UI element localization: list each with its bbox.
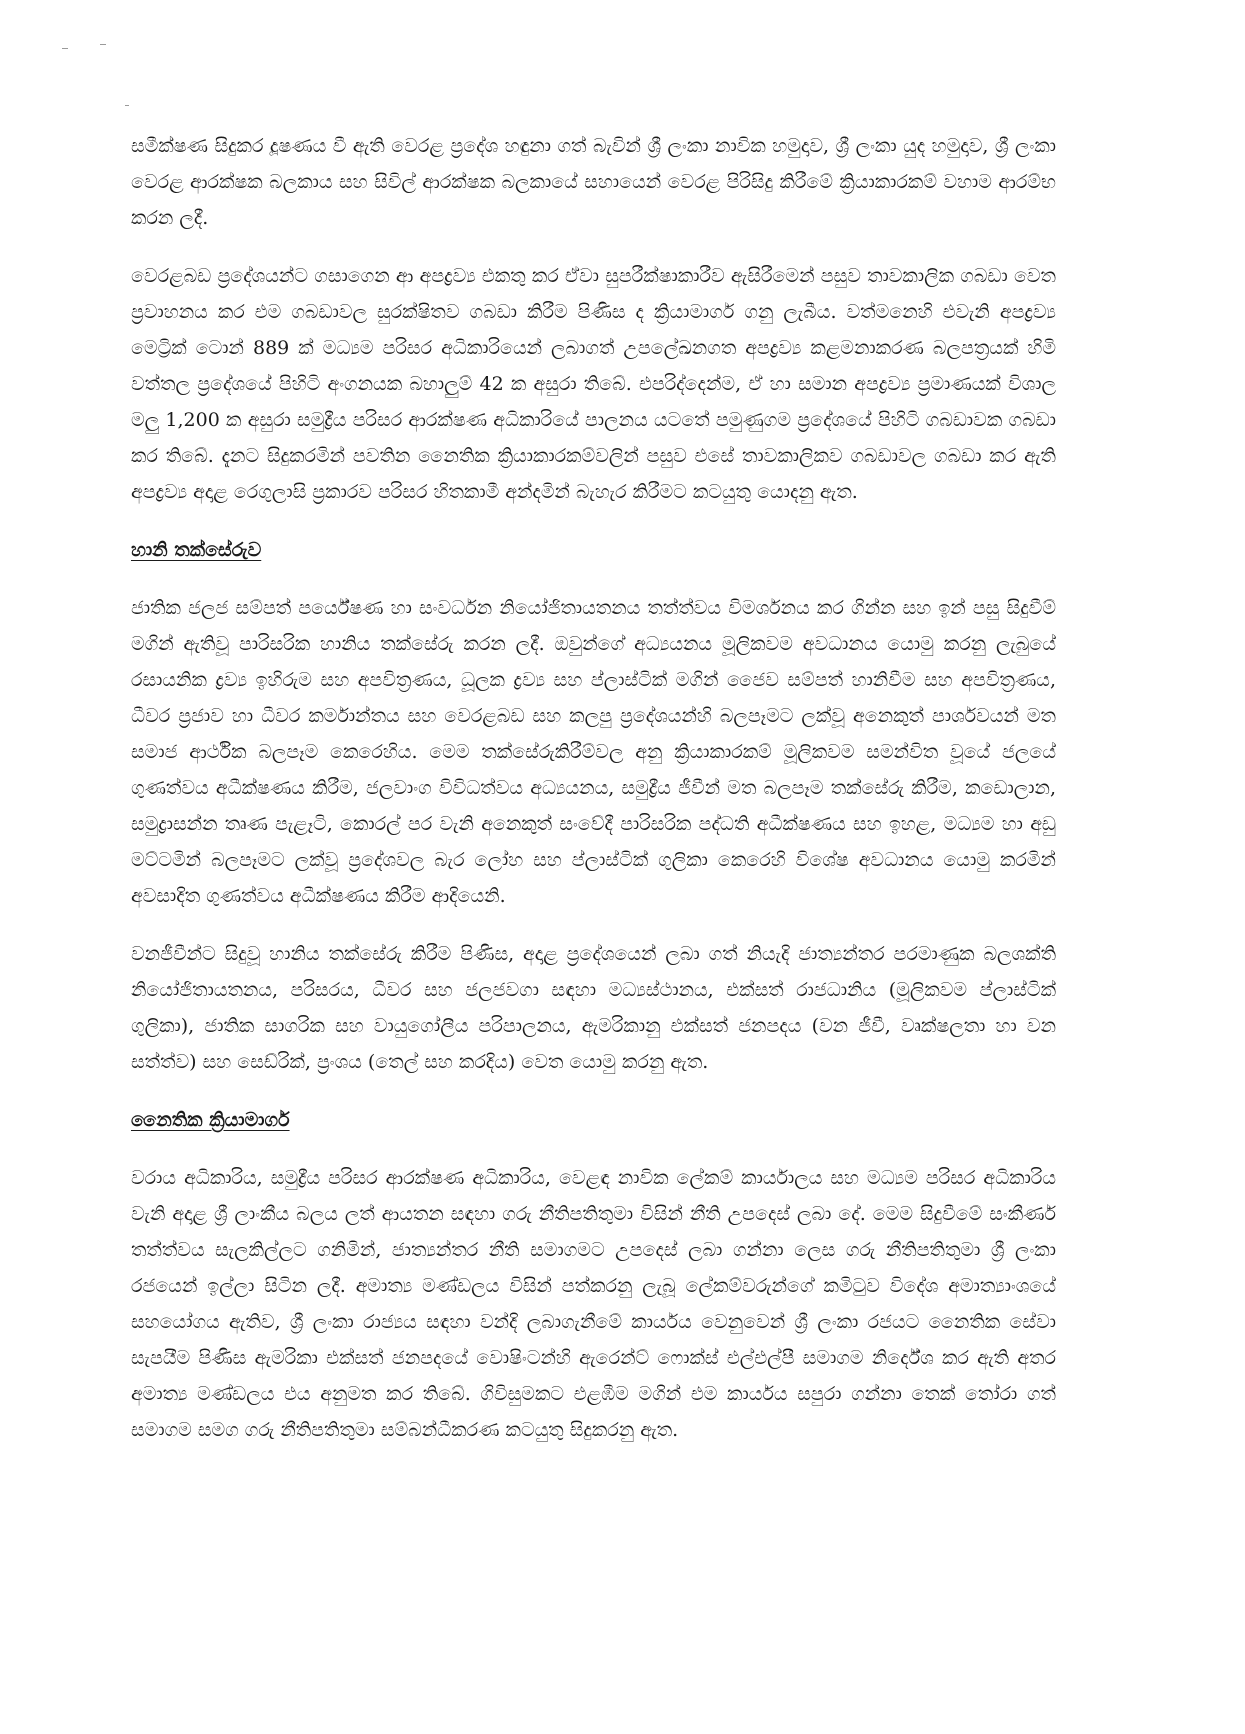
paragraph-wildlife-samples: වනජීවීන්ට සිදුවූ හානිය තක්සේරු කිරීම පිණිස, අදාළ ප්‍රදේශයෙන් ලබා ගත් නියැදි ජාත්‍යන්තර පරමාණුක බලශක්ති නියෝජිතායතනය, පරිසරය, ධීවර සහ ජලජවගා සඳහා මධ්‍යස්ථානය, එක්සත් රාජධානිය (මූලිකවම ප්ලාස්ටික් ගුලිකා), ජාතික සාගරික සහ වායුගෝලීය පරිපාලනය, ඇමරිකානු එක්සත් ජනපදය (වන ජීවී, වෘක්ෂලතා හා වන සත්ත්ව) සහ සෙඩ්රික්, ප්‍රංශය (තෙල් සහ කරදිය) වෙත යොමු කරනු ඇත. xyxy=(131,943,1056,1073)
paragraph-beach-cleanup: සමීක්ෂණ සිදුකර දූෂණය වී ඇති වෙරළ ප්‍රදේශ හඳුනා ගත් බැවින් ශ්‍රී ලංකා නාවික හමුදාව, ශ්‍රී ලංකා යුද හමුදාව, ශ්‍රී ලංකා වෙරළ ආරක්ෂක බලකාය සහ සිවිල් ආරක්ෂක බලකායේ සහායෙන් වෙරළ පිරිසිදු කිරීමේ ක්‍රියාකාරකම් වහාම ආරම්භ කරන ලදී. xyxy=(131,135,1056,229)
paragraph-nara-assessment: ජාතික ජලජ සම්පත් පර්යේෂණ හා සංවර්ධන නියෝජිතායතනය තත්ත්වය විමර්ශනය කර ගින්න සහ ඉන් පසු සිදුවීම් මගින් ඇතිවූ පාරිසරික හානිය තක්සේරු කරන ලදී. ඔවුන්ගේ අධ්‍යයනය මූලිකවම අවධානය යොමු කරනු ලැබුයේ රසායනික ද්‍රව්‍ය ඉහිරුම සහ අපවිත්‍රණය, ධූලක ද්‍රව්‍ය සහ ප්ලාස්ටික් මගින් ජෛව සම්පත් හානිවීම සහ අපවිත්‍රණය, ධීවර ප්‍රජාව හා ධීවර කර්මාන්තය සහ වෙරළබඩ සහ කලපු ප්‍රදේශයන්හි බලපෑමට ලක්වූ අනෙකුත් පාර්ශවයන් මත සමාජ ආර්ථික බලපෑම කෙරෙහිය. මෙම තක්සේරුකිරීම්වල අනු ක්‍රියාකාරකම් මූලිකවම සමන්විත වූයේ ජලයේ ගුණත්වය අධීක්ෂණය කිරීම, ජලවාංග විවිධත්වය අධ්‍යයනය, සමුද්‍රීය ජීවීන් මත බලපෑම තක්සේරු කිරීම, කඩොලාන, සමුද්‍රාසන්න තෘණ පැළෑටි, කොරල් පර වැනි අනෙකුත් සංවේදී පාරිසරික පද්ධති අධීක්ෂණය සහ ඉහළ, මධ්‍යම හා අඩු මට්ටමින් බලපෑමට ලක්වූ ප්‍රදේශවල බැර ලෝහ සහ ප්ලාස්ටික් ගුලිකා කෙරෙහි විශේෂ අවධානය යොමු කරමින් අවසාදිත ගුණත්වය අධීක්ෂණය කිරීම ආදියෙනි. xyxy=(131,597,1056,907)
heading-legal-action: නෛතික ක්‍රියාමාර්ග xyxy=(131,1109,290,1131)
paragraph-waste-storage: වෙරළබඩ ප්‍රදේශයන්ට ගසාගෙන ආ අපද්‍රව්‍ය එකතු කර ඒවා සුපරීක්ෂාකාරීව ඇසිරීමෙන් පසුව තාවකාලික ගබඩා වෙත ප්‍රවාහනය කර එම ගබඩාවල සුරක්ෂිතව ගබඩා කිරීම පිණිස ද ක්‍රියාමාර්ග ගනු ලැබීය. වත්මනෙහි එවැනි අපද්‍රව්‍ය මෙට්‍රික් ටොන් 889 ක් මධ්‍යම පරිසර අධිකාරියෙන් ලබාගත් උපලේඛනගත අපද්‍රව්‍ය කළමනාකරණ බලපත්‍රයක් හිමි වත්තල ප්‍රදේශයේ පිහිටි අංගනයක බහාලුම් 42 ක අසුරා තිබේ. එපරිද්දෙන්ම, ඒ හා සමාන අපද්‍රව්‍ය ප්‍රමාණයක් විශාල මලු 1,200 ක අසුරා සමුද්‍රීය පරිසර ආරක්ෂණ අධිකාරියේ පාලනය යටතේ පමුණුගම ප්‍රදේශයේ පිහිටි ගබඩාවක ගබඩා කර තිබේ. දැනට සිදුකරමින් පවතින නෛතික ක්‍රියාකාරකම්වලින් පසුව එසේ තාවකාලිකව ගබඩාවල ගබඩා කර ඇති අපද්‍රව්‍ය අදාළ රෙගුලාසි ප්‍රකාරව පරිසර හිතකාමී අන්දමින් බැහැර කිරීමට කටයුතු යොදනු ඇත. xyxy=(131,265,1056,503)
scan-mark xyxy=(62,48,68,49)
heading-damage-assessment: හානි තක්සේරුව xyxy=(131,539,262,561)
scan-mark xyxy=(100,44,106,45)
paragraph-legal-advice: වරාය අධිකාරිය, සමුද්‍රීය පරිසර ආරක්ෂණ අධිකාරිය, වෙළඳ නාවික ලේකම් කාර්යාලය සහ මධ්‍යම පරිසර අධිකාරිය වැනි අදාළ ශ්‍රී ලාංකීය බලය ලත් ආයතන සඳහා ගරු නීතිපතිතුමා විසින් නීති උපදෙස් ලබා දේ. මෙම සිදුවීමේ සංකීර්ණ තත්ත්වය සැලකිල්ලට ගනිමින්, ජාත්‍යන්තර නීති සමාගමට උපදෙස් ලබා ගන්නා ලෙස ගරු නීතිපතිතුමා ශ්‍රී ලංකා රජයෙන් ඉල්ලා සිටින ලදී. අමාත්‍ය මණ්ඩලය විසින් පත්කරනු ලැබූ ලේකම්වරුන්ගේ කමිටුව විදේශ අමාත්‍යාංශයේ සහයෝගය ඇතිව, ශ්‍රී ලංකා රාජ්‍යය සඳහා වන්දි ලබාගැනීමේ කාර්යය වෙනුවෙන් ශ්‍රී ලංකා රජයට නෛතික සේවා සැපයීම පිණිස ඇමරිකා එක්සත් ජනපදයේ වොෂිංටන්හි ඇරෙන්ට් ෆොක්ස් එල්එල්පී සමාගම නිර්දේශ කර ඇති අතර අමාත්‍ය මණ්ඩලය එය අනුමත කර තිබේ. ගිවිසුමකට එළඹීම මගින් එම කාර්යය සපුරා ගන්නා තෙක් තෝරා ගත් සමාගම සමග ගරු නීතිපතිතුමා සම්බන්ධීකරණ කටයුතු සිදුකරනු ඇත. xyxy=(131,1167,1056,1441)
document-body xyxy=(131,128,1056,1470)
scan-mark xyxy=(125,105,129,106)
